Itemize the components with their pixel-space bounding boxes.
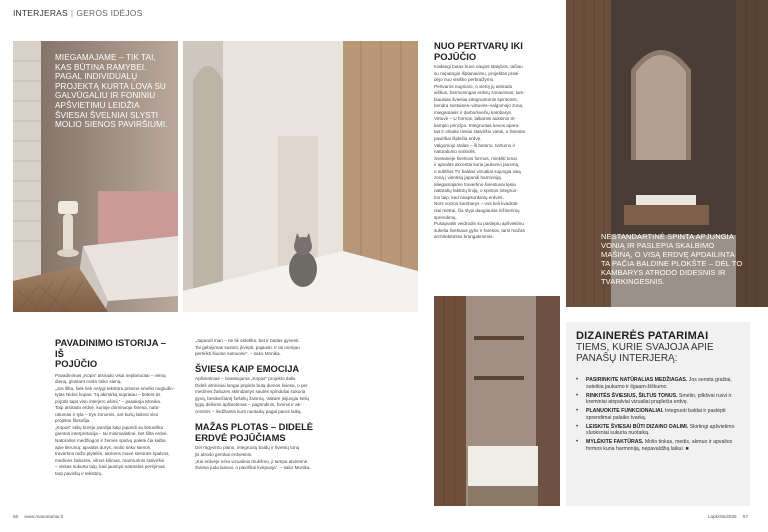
tips-title: DIZAINERĖS PATARIMAI xyxy=(576,330,709,342)
text-line: natūralumo simbolis. xyxy=(434,149,477,155)
footer-left xyxy=(13,514,63,519)
text-line: „Kopos“ stilių kūrėja įvardija kaip japandi su lietuvišku xyxy=(55,424,164,430)
text-line: jis atrodo gerokai erdvesnis. xyxy=(195,451,253,457)
hallway-photo xyxy=(183,41,418,312)
tip-item xyxy=(576,424,740,437)
text-line: Pertvaros nugriuvo, o vietoj jų atsirado xyxy=(434,83,513,89)
tips-subtitle-line2: PANAŠŲ INTERJERĄ: xyxy=(576,353,678,364)
text-line: su nepatogiu išplanavimu, projektas prasi- xyxy=(434,70,520,76)
history-title-line2: POJŪČIO xyxy=(55,358,98,369)
new-space-title xyxy=(434,41,560,62)
text-line: Šviesa juda laisvai, o paviršiai kvėpuoja“, – sako Monika. xyxy=(195,465,311,471)
text-line: medinės žaliuzės, vilnos kilimas, marmurinis stalviršis xyxy=(55,457,165,463)
quote-block xyxy=(195,338,335,358)
hallway-illustration xyxy=(183,41,418,312)
text-line: dėjo nuo visiško perbraižymo. xyxy=(434,77,495,83)
quote-line-1: „Japandi man – ne tik estetika, bet ir būdas gyventi. xyxy=(195,338,300,343)
header-separator: | xyxy=(70,8,74,18)
text-line: Pusapvalis veidrodis su paslėptu apšvietimu xyxy=(434,221,524,227)
text-line: „Jos šilta, šiek tiek nelygi tekstūra priminė smėlio nugludin- xyxy=(55,385,175,391)
text-line: Taip atsirado erdvė, kurioje dominuoja šviesa, natū- xyxy=(55,405,160,411)
text-line: gyvą, besikeičiantį šešėlių žaismą. Vakare įsijungia kelių xyxy=(195,395,310,401)
text-line: „Kai erdvėje nėra vizualinio triukšmo, ji tampa atviresnė. xyxy=(195,458,309,464)
text-line: bendra svetainės–virtuvės–valgomojo zona, xyxy=(434,103,524,109)
text-line: lygių dėlionis apšvietimas – pagrindinis, foninis ir ak- xyxy=(195,402,302,408)
text-line: ir apvalūs akcentai kuria jaukumo jausmą, xyxy=(434,162,520,168)
tip-head: PLANUOKITE FUNKCIONALIAI. xyxy=(586,408,664,415)
text-line: aiškus, harmoningas erdvių zonavimas: tam- xyxy=(434,90,525,96)
text-line: sukelia švelnaus gylio ir šviesos, tarsi mažas xyxy=(434,227,525,233)
text-line: – viskas sukurta taip, kad jaustųsi natūralus perėjimas xyxy=(55,464,165,470)
tip-text: Jos sensta gražiai, suteikia jaukumo ir ilgaam-žiškumo. xyxy=(586,377,732,390)
new-space-body xyxy=(434,64,560,241)
text-line: paviršiai išplečia erdvę. xyxy=(434,136,482,142)
text-line: dieną, glostant molio tinko sieną. xyxy=(55,379,122,385)
quote-line-3: perteikti šiuose namuose“, – sako Monika. xyxy=(195,351,281,357)
bullet-icon: • xyxy=(576,408,579,415)
small-space-title-line1: MAŽAS PLOTAS – DIDELĖ xyxy=(195,421,314,433)
new-space-title-line2: POJŪČIO xyxy=(434,50,477,62)
bedroom-caption: MIEGAMAJAME – TIK TAI, KAS BŪTINA RAMYBEI. PAGAL INDIVIDUALŲ PROJEKTĄ KURTA LOVA SU GALVŪGALIU IR FONINIU APŠVIETIMU LEIDŽIA ŠVIESAI ŠVELNIAI SLYSTI MOLIO SIENOS PAVIRŠIUMI. xyxy=(55,53,168,130)
text-line: o subtilus TV baldas vizualiai sujungia visą xyxy=(434,168,521,174)
tip-item xyxy=(576,393,740,406)
text-line: natūralių faktūrų liniją, o spintos integruo- xyxy=(434,188,518,194)
text-line: Virtuvė – U formos, laikantis auksinio tri- xyxy=(434,116,516,122)
text-line: zoną į vientisą japandi harmoniją. xyxy=(434,175,502,181)
text-line: medines žaliuzes sklindantys saulės spinduliai sukuria xyxy=(195,389,306,395)
text-line: travertino raižo plytelės, akmens maxė sieninės spalvos, xyxy=(55,451,170,457)
text-line: biausias šviesiai integruotomis spintomis, xyxy=(434,96,518,102)
text-line: Miegamajame travertino šviestuvai tęsia xyxy=(434,181,516,187)
text-line: tytas Nidos kopas. Tą akimirką supratau – būtent tis xyxy=(55,392,161,398)
tip-text: Integruoti baldai ir paslėpti sprendimai palaiko tvarką. xyxy=(586,408,726,421)
light-section xyxy=(195,338,335,472)
text-line: gamtos interpretacija – tai minimalistinė, bet šilta erdvė. xyxy=(55,431,168,437)
text-line: projekto filosofija. xyxy=(55,418,91,424)
text-line: miegamasis ir darbo/svečių kambarys. xyxy=(434,109,513,115)
text-line: pojūtis taps viso interjero ašimi,“ – pasakoja Monika. xyxy=(55,398,162,404)
quote-line-2: Tai gebėjimas sustoti, įkvėpti, pajausti. Ir tai norėjau xyxy=(195,344,300,350)
new-space-section xyxy=(434,41,560,241)
small-space-title-line2: ERDVĖ POJŪČIAMS xyxy=(195,431,286,443)
tip-head: PASIRINKITE NATŪRALIAS MEDŽIAGAS. xyxy=(586,377,688,383)
history-title xyxy=(55,338,175,370)
text-line: Nors vonios kambarys – vos keli kvadrati- xyxy=(434,201,519,207)
text-line: apie tikrumą: apvalūs durys, molio tinko sienos, xyxy=(55,444,152,450)
bullet-icon: • xyxy=(576,377,579,383)
text-line: centinis – leidžiantis kurti nuotaikų pagal paros laiką. xyxy=(195,408,302,414)
text-line: architektūrinis brangakmenis. xyxy=(434,234,494,240)
small-space-title xyxy=(195,422,335,443)
bath-tub-photo xyxy=(434,296,560,506)
text-line: Valgomojo stalas – iš betono, tvirtumo ir xyxy=(434,142,516,148)
bullet-icon: • xyxy=(576,423,579,430)
tip-head: RINKITĖS ŠVIESIUS, ŠILTUS TONUS. xyxy=(586,392,678,399)
text-line: Kadangi butas buvo naujos statybos, tačiau xyxy=(434,64,523,69)
text-line: Dideli vitrininiai langai pripildo butą dienos šviesa, o per xyxy=(195,382,308,388)
bullet-icon: • xyxy=(576,439,579,446)
designer-tips-box xyxy=(566,322,750,506)
history-body xyxy=(55,373,175,478)
page-number-left: 56 xyxy=(13,514,19,519)
tip-text: Smėlio, pilkšvai rusvi ir kreminiai atspalviai vizualiai praplečia erdvę. xyxy=(586,392,732,406)
text-line: tarp paviršių ir tekstūrų. xyxy=(55,470,103,476)
tip-head: LEISKITE ŠVIESAI BŪTI DIZAINO DALIMI. xyxy=(586,423,689,430)
light-title: ŠVIESA KAIP EMOCIJA xyxy=(195,362,300,374)
text-line: ralumas ir tyla – trys zonomis, ant kurių laikosi viso xyxy=(55,411,159,417)
tip-item xyxy=(576,439,740,452)
small-space-body xyxy=(195,445,335,471)
text-line: Dėl rūgyvinto plano, integruotų baldų ir šviesių tonų xyxy=(195,445,300,451)
text-line: niai metrai, čia slypi daugiausia inžinerinių xyxy=(434,208,520,214)
bathroom-caption: NESTANDARTINĖ SPINTA APJUNGIA VONIĄ IR PASLEPIA SKALBIMO MAŠINĄ, O VISĄ ERDVĘ APDAILINTA TA PAČIA BALDINE PLOKŠTE – DĖL TO KAMBARYS ATRODO DIDESNIS IR TVARKINGESNIS. xyxy=(601,232,743,286)
header-section: INTERJERAS xyxy=(13,8,68,18)
header-subsection: GEROS IDĖJOS xyxy=(76,8,143,18)
new-space-title-line1: NUO PERTVARŲ IKI xyxy=(434,40,523,51)
tips-subtitle xyxy=(576,342,740,364)
text-line: Pavadinimas „Kopa“ atsirado visai neplanuotai – vieną xyxy=(55,372,166,378)
site-url: www.manonamai.lt xyxy=(24,514,63,519)
tip-head: MYLĖKITE FAKTŪRAS. xyxy=(586,439,644,446)
tips-subtitle-line1: TIEMS, KURIE SVAJOJA APIE xyxy=(576,342,714,353)
light-body xyxy=(195,376,335,415)
bullet-icon: • xyxy=(576,392,579,399)
tips-list xyxy=(576,377,740,453)
history-section xyxy=(55,338,175,477)
history-title-line1: PAVADINIMO ISTORIJA – IŠ xyxy=(55,337,166,359)
text-line: tas ir orkaitė tiesiai stalviršio vietai, o šviesūs xyxy=(434,129,525,135)
tip-item xyxy=(576,408,740,421)
text-line: Svetainėje švelnios formos, minkšti tonai xyxy=(434,155,517,161)
page-number-right: 57 xyxy=(742,514,749,519)
tip-item xyxy=(576,377,740,390)
text-line: sprendimų. xyxy=(434,214,457,220)
text-line: tos taip, kad neapsunkintų erdvės. xyxy=(434,194,504,200)
text-line: Apšvietimas – neatsiejama „Kopos“ projekto dalis. xyxy=(195,376,297,382)
text-line: kampio principo. Integruotas kavos apara- xyxy=(434,122,520,128)
bath-tub-illustration xyxy=(434,296,560,506)
tip-text: Skirtingi apšvietimo sluoksniai sukuria nuotaiką. xyxy=(586,423,735,437)
tip-text: Molio tinkas, medis, akmuo ir apvalios formos kuria harmoniją, nepavaldžią laikui. ■ xyxy=(586,439,733,452)
issue-date: Lapkritis/2025 xyxy=(708,514,737,519)
running-header xyxy=(13,8,143,18)
footer-right xyxy=(708,514,748,519)
text-line: Natūralios medžiagos ir žemės spalvų paletė čia kalba xyxy=(55,437,166,443)
